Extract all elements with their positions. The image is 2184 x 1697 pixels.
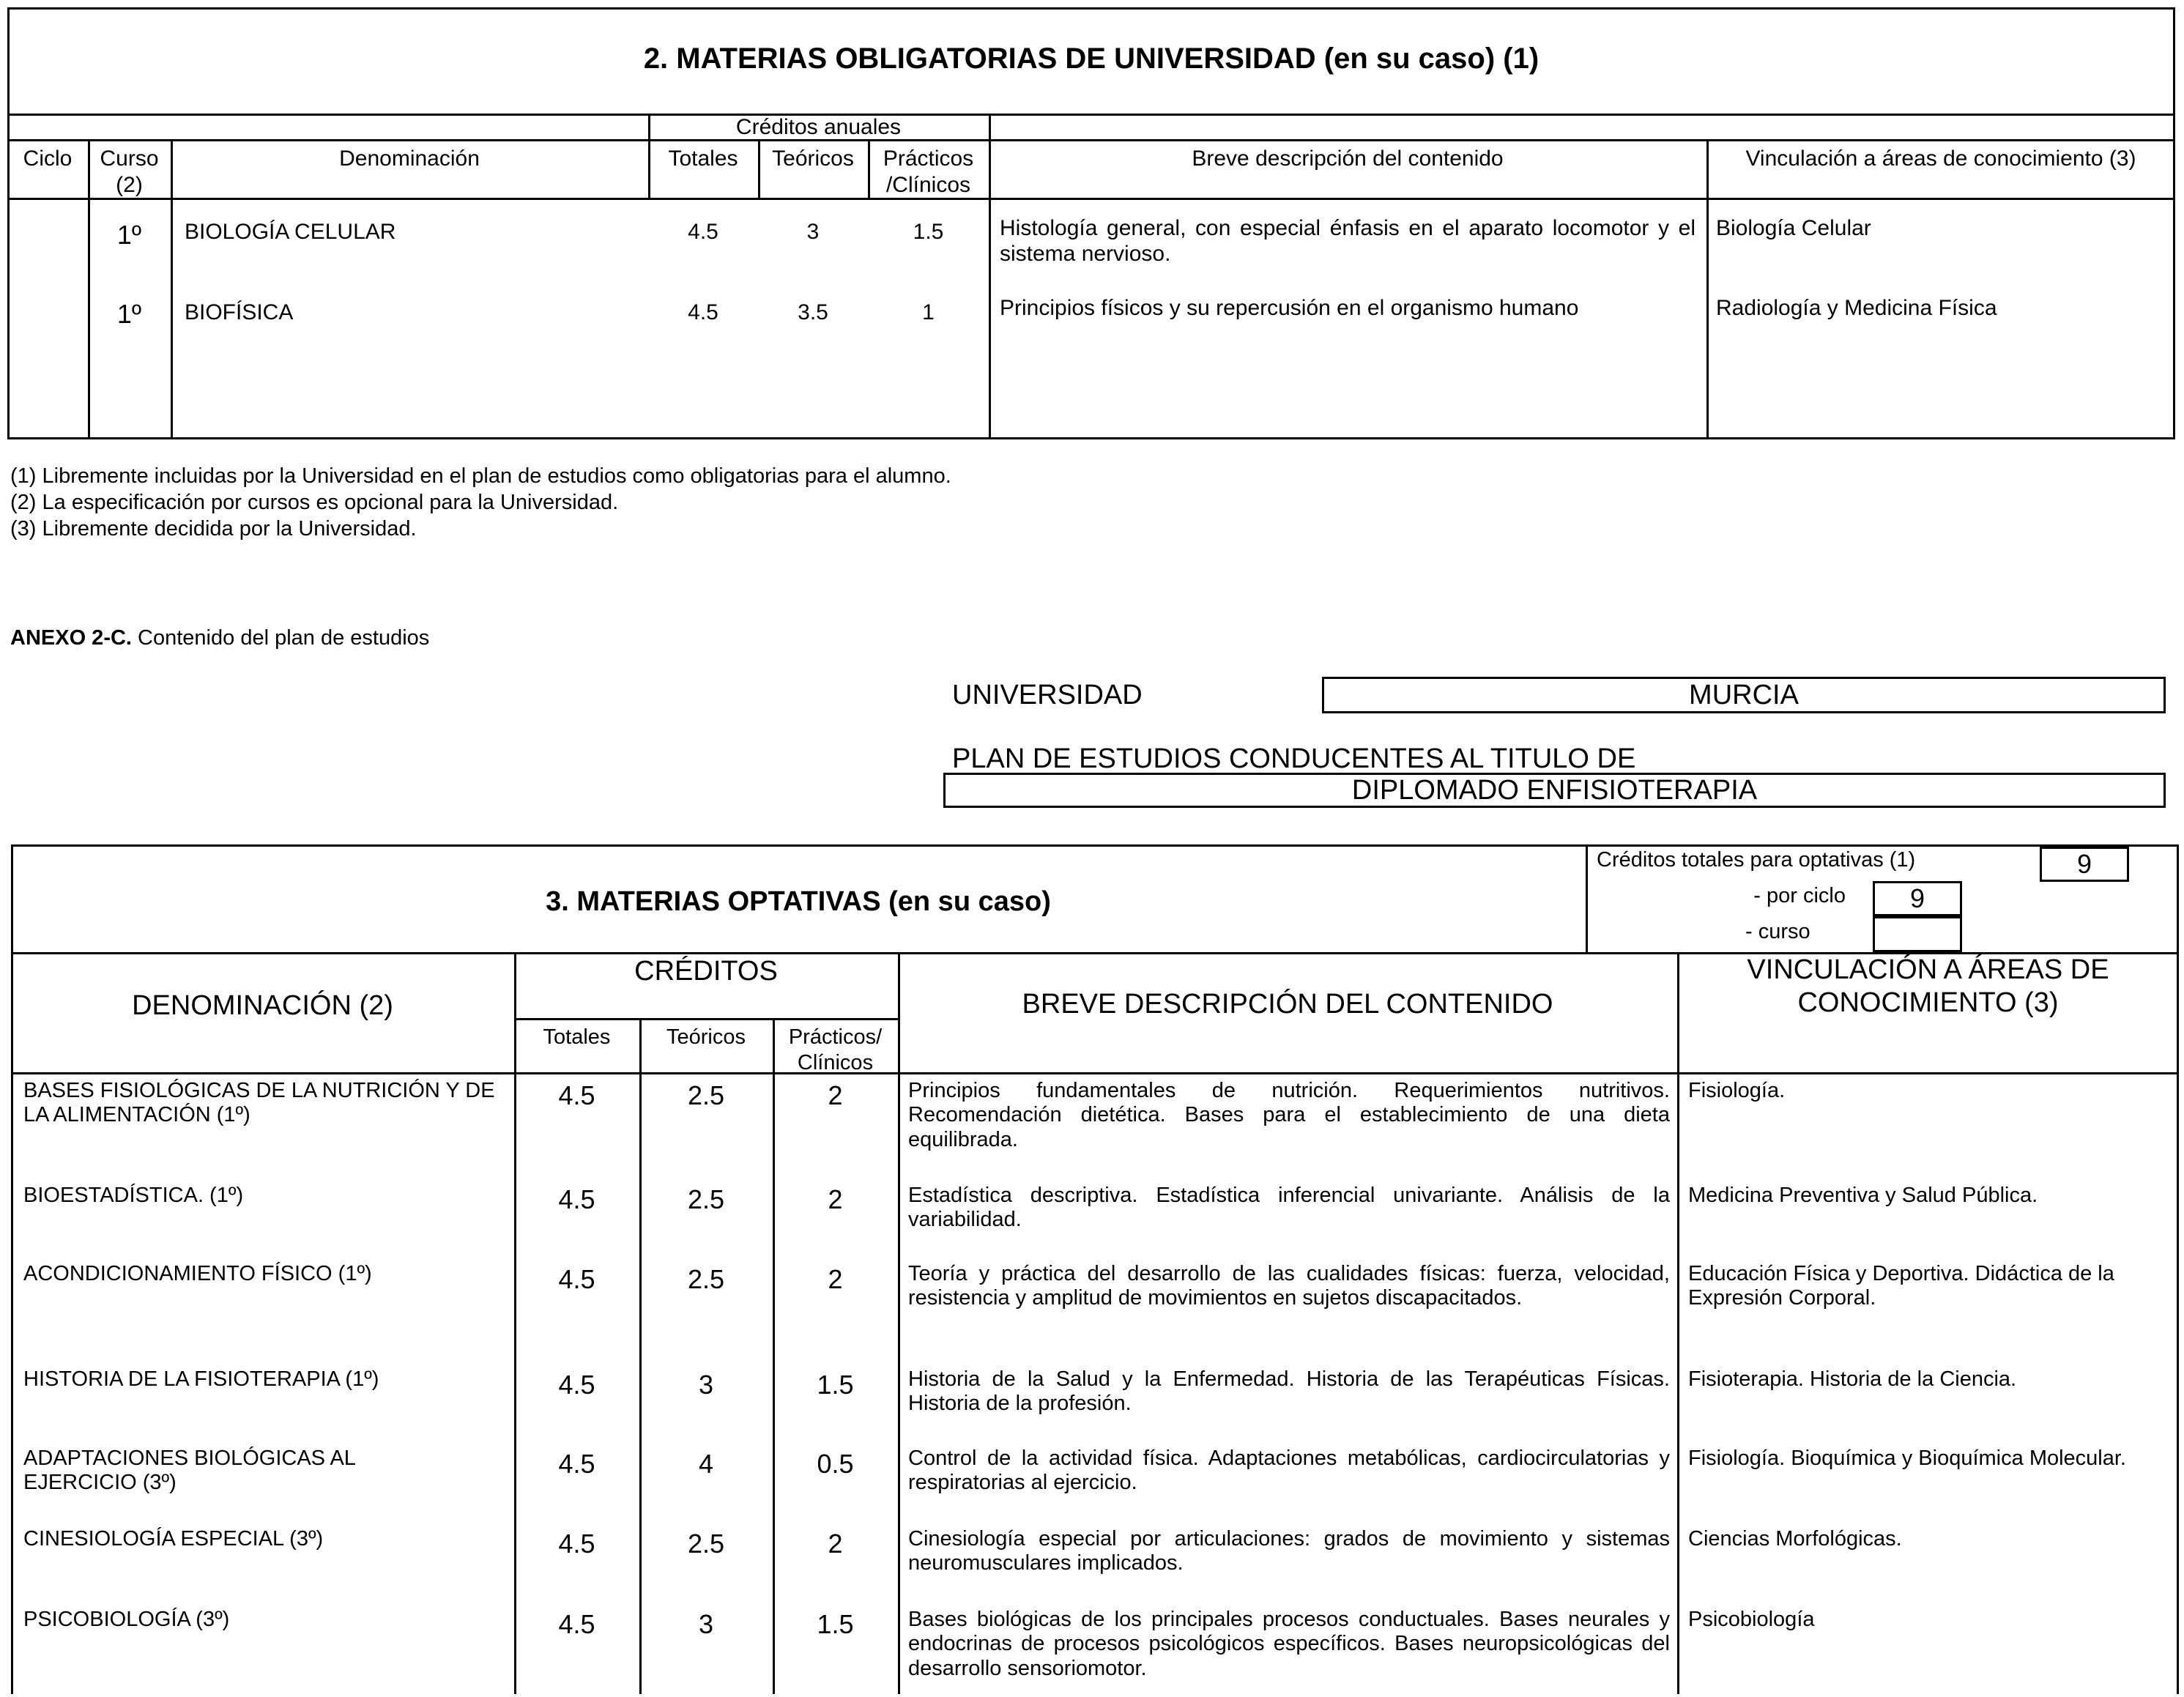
descripcion-header: Breve descripción del contenido xyxy=(1192,146,1504,171)
universidad-value: MURCIA xyxy=(1689,680,1799,710)
teoricos-cell: 3 xyxy=(806,220,820,244)
denominacion-cell: BIOFÍSICA xyxy=(185,300,294,324)
section3-header-divider xyxy=(11,1072,2179,1074)
denominacion-cell: BASES FISIOLÓGICAS DE LA NUTRICIÓN Y DE LA ALIMENTACIÓN (1º) xyxy=(23,1079,495,1127)
totales-cell: 4.5 xyxy=(558,1184,595,1214)
denominacion-cell: BIOLOGÍA CELULAR xyxy=(185,220,396,244)
totales-cell: 4.5 xyxy=(558,1080,595,1110)
section2-title: 2. MATERIAS OBLIGATORIAS DE UNIVERSIDAD (en su caso) (1) xyxy=(643,42,1539,75)
totales-cell: 4.5 xyxy=(558,1529,595,1559)
practicos-header-2: /Clínicos xyxy=(885,173,971,197)
vinculacion-cell: Biología Celular xyxy=(1716,216,1871,240)
descripcion-cell: Principios fundamentales de nutrición. Requerimientos nutritivos. Recomendación dietética. Bases para el establecimiento de una dieta equilibrada. xyxy=(908,1079,1670,1151)
totales-cell: 4.5 xyxy=(558,1264,595,1294)
descripcion-cell: Cinesiología especial por articulaciones: grados de movimiento y sistemas neuromusculares implicados. xyxy=(908,1527,1670,1575)
plan-label: PLAN DE ESTUDIOS CONDUCENTES AL TITULO DE xyxy=(952,743,1636,774)
creditos-totales-label: Créditos totales para optativas (1) xyxy=(1597,848,1916,872)
titulo-value: DIPLOMADO ENFISIOTERAPIA xyxy=(1351,775,1758,806)
descripcion-cell: Estadística descriptiva. Estadística inferencial univariante. Análisis de la variabilidad. xyxy=(908,1184,1670,1232)
vinculacion-cell: Radiología y Medicina Física xyxy=(1716,296,1997,320)
denominacion-header: Denominación xyxy=(339,146,480,171)
totales-header: Totales xyxy=(543,1025,611,1049)
denominacion-cell: HISTORIA DE LA FISIOTERAPIA (1º) xyxy=(23,1367,379,1391)
curso-cell: 1º xyxy=(116,220,142,250)
practicos-cell: 2 xyxy=(828,1529,843,1559)
totales-cell: 4.5 xyxy=(558,1370,595,1400)
totales-header: Totales xyxy=(668,146,738,171)
totales-cell: 4.5 xyxy=(688,300,718,324)
teoricos-cell: 2.5 xyxy=(687,1080,725,1110)
curso-header-note: (2) xyxy=(116,173,143,197)
descripcion-cell: Historia de la Salud y la Enfermedad. Historia de las Terapéuticas Físicas. Historia de la profesión. xyxy=(908,1367,1670,1416)
creditos-anuales-divider xyxy=(7,139,2175,141)
anexo-label: ANEXO 2-C. xyxy=(10,626,132,650)
practicos-cell: 1 xyxy=(922,300,935,324)
vinculacion-cell: Medicina Preventiva y Salud Pública. xyxy=(1688,1184,2038,1207)
denominacion-cell: ADAPTACIONES BIOLÓGICAS AL EJERCICIO (3º) xyxy=(23,1447,355,1495)
creditos-totales-value: 9 xyxy=(2076,849,2092,879)
practicos-cell: 1.5 xyxy=(817,1370,854,1400)
practicos-header: Prácticos xyxy=(883,146,974,171)
teoricos-cell: 4 xyxy=(698,1449,714,1479)
practicos-cell: 1.5 xyxy=(817,1609,854,1639)
curso-cell: 1º xyxy=(116,299,142,329)
teoricos-cell: 2.5 xyxy=(687,1184,725,1214)
practicos-cell: 2 xyxy=(828,1184,843,1214)
curso-label: - curso xyxy=(1745,920,1810,943)
practicos-cell: 2 xyxy=(828,1264,843,1294)
teoricos-cell: 2.5 xyxy=(687,1529,725,1559)
col-divider-totales xyxy=(639,1018,642,1694)
creditos-anuales-header: Créditos anuales xyxy=(735,115,902,139)
teoricos-header: Teóricos xyxy=(666,1025,746,1049)
vinculacion-header-2: CONOCIMIENTO (3) xyxy=(1797,987,2059,1018)
totales-cell: 4.5 xyxy=(688,220,718,244)
creditos-header: CRÉDITOS xyxy=(634,956,778,987)
descripcion-cell: Histología general, con especial énfasis en el aparato locomotor y el sistema nervioso. xyxy=(1000,216,1695,266)
totales-cell: 4.5 xyxy=(558,1609,595,1639)
descripcion-cell: Control de la actividad física. Adaptaciones metabólicas, cardiocirculatorias y respiratorias al ejercicio. xyxy=(908,1447,1670,1495)
section2-header-divider xyxy=(7,198,2175,200)
practicos-header: Prácticos/ xyxy=(788,1025,883,1049)
denominacion-cell: PSICOBIOLOGÍA (3º) xyxy=(23,1608,230,1631)
vinculacion-cell: Psicobiología xyxy=(1688,1608,1815,1631)
denominacion-header: DENOMINACIÓN (2) xyxy=(132,990,393,1021)
creditos-sub-divider xyxy=(514,1018,898,1020)
curso-header: Curso xyxy=(100,146,159,171)
denominacion-cell: BIOESTADÍSTICA. (1º) xyxy=(23,1184,244,1207)
teoricos-cell: 3.5 xyxy=(798,300,828,324)
practicos-header-2: Clínicos xyxy=(797,1051,874,1074)
por-ciclo-value: 9 xyxy=(1909,883,1925,913)
denominacion-cell: ACONDICIONAMIENTO FÍSICO (1º) xyxy=(23,1262,372,1285)
col-divider-descripcion xyxy=(1677,952,1679,1694)
descripcion-cell: Teoría y práctica del desarrollo de las cualidades físicas: fuerza, velocidad, resistencia y amplitud de movimientos en sujetos discapacitados. xyxy=(908,1262,1670,1310)
por-ciclo-label: - por ciclo xyxy=(1753,884,1846,907)
descripcion-cell: Principios físicos y su repercusión en el organismo humano xyxy=(1000,296,1579,320)
vinculacion-cell: Ciencias Morfológicas. xyxy=(1688,1527,1902,1551)
teoricos-cell: 3 xyxy=(698,1609,714,1639)
descripcion-cell: Bases biológicas de los principales procesos conductuales. Bases neurales y endocrinas de procesos psicológicos específicos. Bases neuropsicológicas del desarrollo sensoriomotor. xyxy=(908,1608,1670,1680)
col-divider-teoricos xyxy=(773,1018,775,1694)
footnote: (1) Libremente incluidas por la Universidad en el plan de estudios como obligatorias para el alumno. xyxy=(10,464,951,488)
vinculacion-cell: Fisiología. xyxy=(1688,1079,1786,1102)
footnote: (2) La especificación por cursos es opcional para la Universidad. xyxy=(10,491,619,514)
col-divider-denominacion xyxy=(514,952,516,1694)
ciclo-header: Ciclo xyxy=(23,146,73,171)
universidad-label: UNIVERSIDAD xyxy=(952,680,1143,710)
section2-title-divider xyxy=(7,114,2175,116)
teoricos-header: Teóricos xyxy=(772,146,854,171)
vinculacion-cell: Fisioterapia. Historia de la Ciencia. xyxy=(1688,1367,2017,1391)
vinculacion-header-1: VINCULACIÓN A ÁREAS DE xyxy=(1747,954,2109,985)
practicos-cell: 1.5 xyxy=(913,220,944,244)
practicos-cell: 0.5 xyxy=(817,1449,854,1479)
vinculacion-cell: Educación Física y Deportiva. Didáctica de la Expresión Corporal. xyxy=(1688,1262,2114,1310)
anexo-line xyxy=(10,626,429,650)
denominacion-cell: CINESIOLOGÍA ESPECIAL (3º) xyxy=(23,1527,324,1551)
col-divider-descripcion xyxy=(1706,139,1709,439)
vinculacion-cell: Fisiología. Bioquímica y Bioquímica Molecular. xyxy=(1688,1447,2126,1470)
curso-box xyxy=(1873,916,1962,952)
totales-cell: 4.5 xyxy=(558,1449,595,1479)
creditos-info-divider xyxy=(1586,844,1588,952)
section3-title: 3. MATERIAS OPTATIVAS (en su caso) xyxy=(546,886,1051,917)
vinculacion-header: Vinculación a áreas de conocimiento (3) xyxy=(1745,146,2136,171)
col-divider-practicos xyxy=(898,952,900,1694)
practicos-cell: 2 xyxy=(828,1080,843,1110)
footnote: (3) Libremente decidida por la Universidad. xyxy=(10,517,417,541)
col-divider-curso xyxy=(171,139,173,439)
teoricos-cell: 3 xyxy=(698,1370,714,1400)
teoricos-cell: 2.5 xyxy=(687,1264,725,1294)
anexo-text: Contenido del plan de estudios xyxy=(138,626,430,650)
descripcion-header: BREVE DESCRIPCIÓN DEL CONTENIDO xyxy=(1022,989,1553,1020)
